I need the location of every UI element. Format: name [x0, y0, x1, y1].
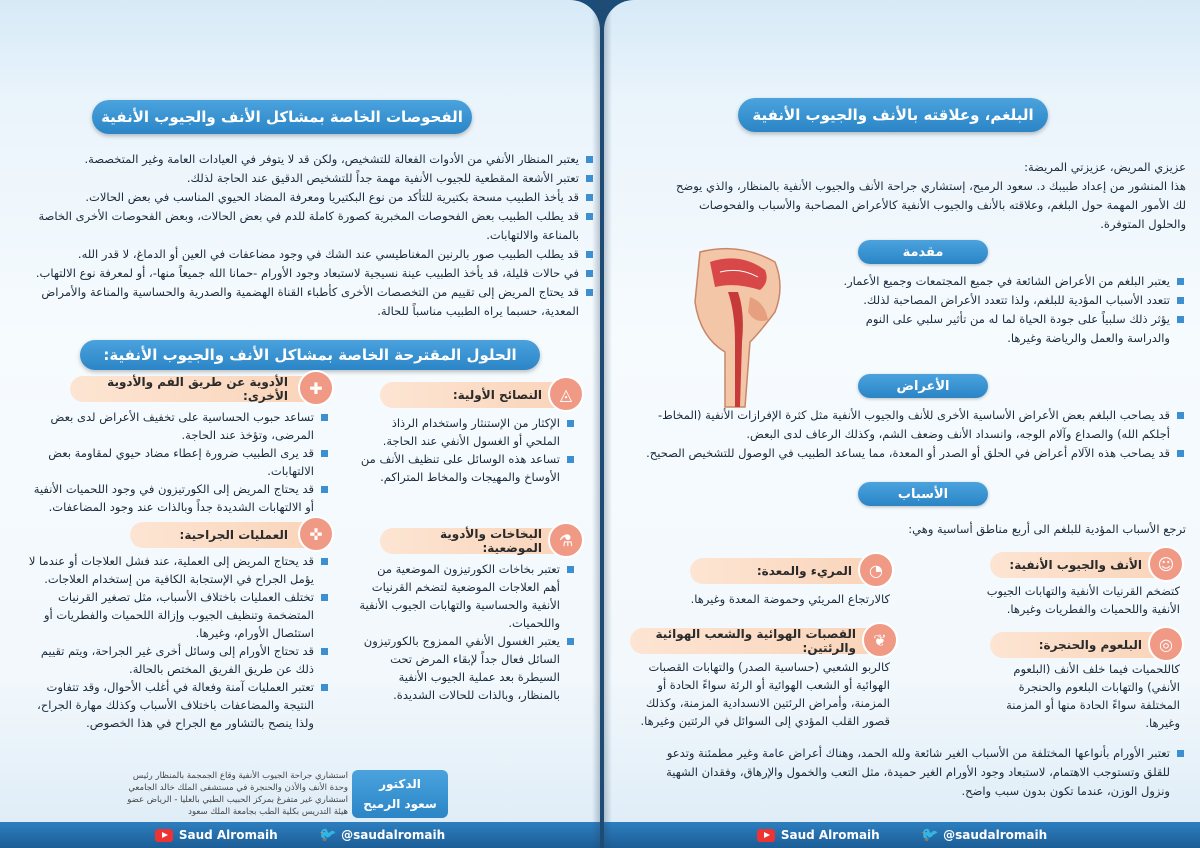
list-item: تعتبر العمليات آمنة وفعالة في أغلب الأحوال، وقد تتفاوت النتيجة والمضاعفات باختلاف الأسباب وكذلك مهارة الجراح، ولذا ينصح بالتشاور مع الجراح في هذا الخصوص. — [28, 678, 330, 732]
list-item: قد يطلب الطبيب بعض الفحوصات المخبرية كصورة كاملة للدم في بعض الحالات، وبعض الفحوصات الأخرى الخاصة بالمناعة والالتهابات. — [20, 207, 595, 245]
twitter-handle: @saudalromaih — [341, 828, 446, 842]
throat-anatomy-illustration — [680, 242, 790, 412]
list-item: يعتبر البلغم من الأعراض الشائعة في جميع المجتمعات وجميع الأعمار. — [824, 272, 1186, 291]
stomach-icon: ◔ — [858, 552, 894, 588]
cat-bronchi — [630, 628, 894, 654]
intro-block — [666, 158, 1186, 234]
list-item: قد يحتاج المريض إلى العملية، عند فشل العلاجات أو عندما لا يؤمل الجراح في الإستجابة الكافية من إستخدام العلاجات. — [28, 552, 330, 588]
surgery-list — [28, 552, 330, 732]
oral-list — [28, 408, 330, 516]
lungs-icon: ❦ — [862, 622, 898, 658]
cat-sprays-label: البخاخات والأدوية الموضعية: — [440, 527, 542, 555]
youtube-icon — [757, 829, 775, 842]
list-item: تختلف العمليات باختلاف الأسباب، مثل تصغير القرنيات المتضخمة وتنظيف الجيوب وإزالة اللحميات والفطريات أو استئصال الأورام، وغيرها. — [28, 588, 330, 642]
page-title: البلغم، وعلاقته بالأنف والجيوب الأنفية — [738, 98, 1048, 132]
sprays-list — [358, 560, 576, 704]
cat-first-aid — [380, 382, 580, 408]
solutions-title: الحلول المقترحة الخاصة بمشاكل الأنف والجيوب الأنفية: — [80, 340, 540, 370]
first-aid-list — [358, 414, 576, 486]
doctor-info: استشاري جراحة الجيوب الأنفية وقاع الجمجمة بالمنظار رئيس وحدة الأنف والأذن والحنجرة في مستشفى الملك خالد الجامعي استشاري غير متفرغ بمركز الحبيب الطبي بالعليا - الرياض عضو هيئة التدريس بكلية الطب بجامعة الملك سعود — [127, 771, 348, 817]
list-item: قد يطلب الطبيب صور بالرنين المغناطيسي عند الشك في وجود مضاعفات في العين أو الدماغ، لا قدر الله. — [20, 245, 595, 264]
symptoms-title: الأعراض — [858, 374, 988, 398]
list-item: قد يحتاج المريض إلى الكورتيزون في وجود اللحميات الأنفية أو الالتهابات الشديدة جداً وبالذات عند وجود المضاعفات. — [28, 480, 330, 516]
cat-first-aid-label: النصائح الأولية: — [452, 388, 542, 402]
cat-throat — [990, 632, 1180, 658]
list-item: تعتبر الأشعة المقطعية للجيوب الأنفية مهمة جداً للتشخيص الدقيق عند الحاجة لذلك. — [20, 169, 595, 188]
cat-bronchi-label: القصبات الهوائية والشعب الهوائية والرئتين: — [655, 627, 856, 655]
footer-right — [604, 822, 1200, 848]
symptoms-list — [644, 406, 1186, 463]
causes-intro: ترجع الأسباب المؤدية للبلغم الى أربع مناطق أساسية وهي: — [908, 522, 1186, 536]
causes-title: الأسباب — [858, 482, 988, 506]
list-item: قد يصاحب البلغم بعض الأعراض الأساسية الأخرى للأنف والجيوب الأنفية مثل كثرة الإفرازات الأنفية (المخاط- أجلكم الله) والصداع وآلام الوجه، وانسداد الأنف وضعف الشم، وكذلك الرعاف لدى البعض. — [644, 406, 1186, 444]
cat-sprays — [380, 528, 580, 554]
surgery-icon: ✜ — [298, 516, 334, 552]
exams-title: الفحوصات الخاصة بمشاكل الأنف والجيوب الأنفية — [92, 100, 472, 134]
exams-list — [20, 150, 595, 321]
list-item: قد تحتاج الأورام إلى وسائل أخرى غير الجراحة، ويتم تقييم ذلك عن طريق الفريق المختص بالحالة. — [28, 642, 330, 678]
intro-points — [824, 272, 1186, 348]
list-item: تعتبر بخاخات الكورتيزون الموضعية من أهم العلاجات الموضعية لتضخم القرنيات الأنفية والحساسية والتهابات الجيوب الأنفية واللحميات. — [358, 560, 576, 632]
list-item: تعتبر الأورام بأنواعها المختلفة من الأسباب الغير شائعة ولله الحمد، وهناك أعراض عامة وغير مطمئنة وتدعو للقلق وتستوجب الاهتمام، لاستبعاد وجود الأورام الغير حميدة، مثل التعب والخمول والإرهاق، وفقدان الشهية ونزول الوزن، عندما تكون بدون سبب واضح. — [642, 744, 1186, 801]
list-item: يعتبر الغسول الأنفي الممزوج بالكورتيزون السائل فعال جداً لإبقاء المرض تحت السيطرة بعد عملية الجيوب الأنفية بالمنظار، وبالذات للحالات الشديدة. — [358, 632, 576, 704]
twitter-icon: 🐦 — [317, 827, 336, 843]
cat-esophagus-label: المريء والمعدة: — [756, 564, 852, 578]
cat-esophagus — [690, 558, 890, 584]
youtube-link-left[interactable] — [155, 828, 278, 842]
esophagus-text: كالارتجاع المريئي وحموضة المعدة وغيرها. — [690, 592, 890, 606]
bronchi-text: كالربو الشعبي (حساسية الصدر) والتهابات القصبات الهوائية أو الشعب الهوائية أو الرئة سواءً الحادة أو المزمنة، وأمراض الرئتين الانسدادية المزمنة، وكذلك قصور القلب المؤدي إلى السوائل في الرئتين وغيرها. — [640, 660, 890, 728]
footer-left — [0, 822, 600, 848]
list-item: تتعدد الأسباب المؤدية للبلغم، ولذا تتعدد الأعراض المصاحبة لذلك. — [824, 291, 1186, 310]
cat-nose-label: الأنف والجيوب الأنفية: — [1009, 558, 1142, 572]
nose-profile-icon: ☺ — [1148, 546, 1184, 582]
spray-icon: ⚗ — [548, 522, 584, 558]
list-item: تساعد هذه الوسائل على تنظيف الأنف من الأوساخ والمهيجات والمخاط المتراكم. — [358, 450, 576, 486]
nose-icon: ◬ — [548, 376, 584, 412]
doctor-title: الدكتور — [379, 777, 421, 791]
list-item: قد يحتاج المريض إلى تقييم من التخصصات الأخرى كأطباء القناة الهضمية والصدرية والحساسية والمناعة والأمراض المعدية، حسبما يراه الطبيب مناسباً للحالة. — [20, 283, 595, 321]
youtube-icon — [155, 829, 173, 842]
doctor-name: سعود الرميح — [363, 797, 437, 811]
cat-oral — [70, 376, 330, 402]
list-item: قد يرى الطبيب ضرورة إعطاء مضاد حيوي لمقاومة بعض الالتهابات. — [28, 444, 330, 480]
cat-oral-label: الأدوية عن طريق الفم والأدوية الأخرى: — [107, 375, 288, 403]
throat-text: كاللحميات فيما خلف الأنف (البلعوم الأنفي) والتهابات البلعوم والحنجرة المختلفة سواءً الحادة منها أو المزمنة وغيرها. — [1006, 662, 1180, 730]
list-item: يؤثر ذلك سلبياً على جودة الحياة لما له من تأثير سلبي على النوم والدراسة والعمل والرياضة وغيرها. — [824, 310, 1186, 348]
tumors-note — [642, 744, 1186, 801]
list-item: الإكثار من الإستنثار واستخدام الرذاذ الملحي أو الغسول الأنفي عند الحاجة. — [358, 414, 576, 450]
nose-text: كتضخم القرنيات الأنفية والتهابات الجيوب الأنفية واللحميات والفطريات وغيرها. — [986, 584, 1180, 616]
cat-surgery — [130, 522, 330, 548]
twitter-link-right[interactable] — [920, 827, 1047, 843]
doctor-box — [352, 770, 448, 818]
cat-nose — [990, 552, 1180, 578]
list-item: قد يأخذ الطبيب مسحة بكتيرية للتأكد من نوع البكتيريا ومعرفة المضاد الحيوي المناسب في بعض الحالات. — [20, 188, 595, 207]
twitter-handle: @saudalromaih — [943, 828, 1048, 842]
youtube-link-right[interactable] — [757, 828, 880, 842]
twitter-link-left[interactable] — [318, 827, 445, 843]
intro-title: مقدمة — [858, 240, 988, 264]
list-item: تساعد حبوب الحساسية على تخفيف الأعراض لدى بعض المرضى، وتؤخذ عند الحاجة. — [28, 408, 330, 444]
intro-text: هذا المنشور من إعداد طبيبك د. سعود الرميح، إستشاري جراحة الأنف والجيوب الأنفية بالمنظار، والذي يوضح لك الأمور المهمة حول البلغم، وعلاقته بالأنف والجيوب الأنفية كالأعراض المصاحبة والأسباب والفحوصات والحلول المتوفرة. — [676, 179, 1186, 231]
cat-surgery-label: العمليات الجراحية: — [179, 528, 288, 542]
youtube-handle: Saud Alromaih — [178, 828, 278, 842]
twitter-icon: 🐦 — [919, 827, 938, 843]
youtube-handle: Saud Alromaih — [780, 828, 880, 842]
pills-icon: ✚ — [298, 370, 334, 406]
greeting: عزيزي المريض، عزيزتي المريضة: — [1024, 160, 1186, 174]
list-item: في حالات قليلة، قد يأخذ الطبيب عينة نسيجية لاستبعاد وجود الأورام -حمانا الله جميعاً منها-، أو لمعرفة نوع الالتهاب. — [20, 264, 595, 283]
list-item: يعتبر المنظار الأنفي من الأدوات الفعالة للتشخيص، ولكن قد لا يتوفر في العيادات العامة وغير المتخصصة. — [20, 150, 595, 169]
right-page — [604, 0, 1200, 848]
cat-throat-label: البلعوم والحنجرة: — [1038, 638, 1142, 652]
throat-icon: ◎ — [1148, 626, 1184, 662]
list-item: قد يصاحب هذه الآلام أعراض في الحلق أو الصدر أو المعدة، مما يساعد الطبيب في الوصول للتشخيص الصحيح. — [644, 444, 1186, 463]
